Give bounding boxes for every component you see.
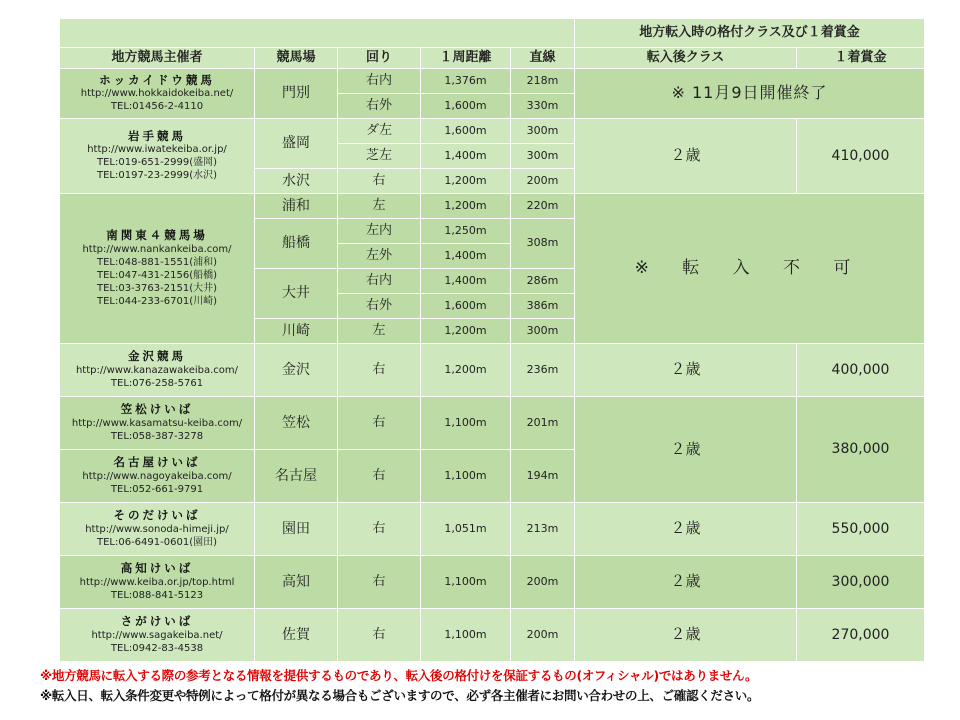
nankan-no-transfer-note: ※ 転 入 不 可 [575, 194, 925, 344]
hokkaido-closed-note: ※ 11月9日開催終了 [575, 69, 925, 119]
turn-cell: ダ左 [338, 119, 421, 144]
straight-cell: 213m [511, 503, 575, 556]
turn-cell: 右 [338, 609, 421, 662]
transfer-title: 地方転入時の格付クラス及び１着賞金 [575, 19, 925, 48]
organizer-name: 南関東４競馬場 [106, 228, 208, 243]
organizer-url: http://www.sagakeiba.net/ [91, 629, 223, 641]
turn-cell: 右 [338, 344, 421, 397]
organizer-tel: TEL:052-661-9791 [110, 483, 204, 495]
transfer-class-table [59, 18, 925, 662]
straight-cell: 200m [511, 169, 575, 194]
organizer-url: http://www.nankankeiba.com/ [82, 243, 232, 255]
organizer-tel: TEL:048-881-1551(浦和) [96, 256, 217, 268]
turn-cell: 左 [338, 319, 421, 344]
organizer-name: 高知けいば [120, 561, 194, 576]
organizer-url: http://www.hokkaidokeiba.net/ [80, 88, 234, 100]
turn-cell: 芝左 [338, 144, 421, 169]
organizer-tel: TEL:06-6491-0601(園田) [96, 536, 217, 548]
distance-cell: 1,100m [421, 556, 511, 609]
organizer-name: ホッカイドウ競馬 [99, 72, 215, 87]
turn-cell: 右内 [338, 269, 421, 294]
straight-cell: 200m [511, 609, 575, 662]
straight-cell: 330m [511, 94, 575, 119]
distance-cell: 1,051m [421, 503, 511, 556]
distance-cell: 1,250m [421, 219, 511, 244]
turn-cell: 右外 [338, 294, 421, 319]
organizer-iwate [60, 119, 255, 194]
organizer-tel: TEL:044-233-6701(川崎) [96, 295, 217, 307]
organizer-name: 笠松けいば [120, 402, 194, 417]
straight-cell: 194m [511, 450, 575, 503]
distance-cell: 1,600m [421, 294, 511, 319]
track-kawasaki: 川崎 [255, 319, 338, 344]
col-distance-header: １周距離 [421, 48, 511, 69]
organizer-kochi [60, 556, 255, 609]
organizer-tel: TEL:088-841-5123 [110, 589, 204, 601]
organizer-kasamatsu [60, 397, 255, 450]
sonoda-class: ２歳 [575, 503, 797, 556]
distance-cell: 1,600m [421, 94, 511, 119]
saga-prize: 270,000 [797, 609, 925, 662]
col-organizer-header: 地方競馬主催者 [60, 48, 255, 69]
straight-cell: 308m [511, 219, 575, 269]
organizer-tel: TEL:0942-83-4538 [110, 642, 204, 654]
straight-cell: 200m [511, 556, 575, 609]
distance-cell: 1,200m [421, 344, 511, 397]
organizer-url: http://www.kasamatsu-keiba.com/ [71, 417, 243, 429]
col-straight-header: 直線 [511, 48, 575, 69]
organizer-saga [60, 609, 255, 662]
iwate-prize: 410,000 [797, 119, 925, 194]
kanazawa-prize: 400,000 [797, 344, 925, 397]
track-funabashi: 船橋 [255, 219, 338, 269]
organizer-tel: TEL:01456-2-4110 [110, 101, 204, 113]
iwate-class: ２歳 [575, 119, 797, 194]
turn-cell: 右内 [338, 69, 421, 94]
distance-cell: 1,100m [421, 450, 511, 503]
straight-cell: 300m [511, 119, 575, 144]
saga-class: ２歳 [575, 609, 797, 662]
organizer-name: さがけいば [120, 614, 194, 629]
organizer-name: 金沢競馬 [128, 349, 186, 364]
organizer-name: 名古屋けいば [113, 455, 201, 470]
track-mizusawa: 水沢 [255, 169, 338, 194]
organizer-name: 岩手競馬 [128, 128, 186, 143]
track-kochi: 高知 [255, 556, 338, 609]
organizer-minami-kanto [60, 194, 255, 344]
col-prize-header: １着賞金 [797, 48, 925, 69]
organizer-url: http://www.keiba.or.jp/top.html [79, 576, 235, 588]
turn-cell: 右外 [338, 94, 421, 119]
turn-cell: 右 [338, 397, 421, 450]
organizer-tel: TEL:019-651-2999(盛岡) [96, 157, 217, 169]
disclaimer-note: ※地方競馬に転入する際の参考となる情報を提供するものであり、転入後の格付けを保証するもの(オフィシャル)ではありません。 [40, 668, 758, 683]
track-monbetsu: 門別 [255, 69, 338, 119]
contact-note: ※転入日、転入条件変更や特例によって格付が異なる場合もございますので、必ず各主催者にお問い合わせの上、ご確認ください。 [40, 688, 760, 703]
organizer-tel: TEL:047-431-2156(船橋) [96, 269, 217, 281]
track-saga: 佐賀 [255, 609, 338, 662]
track-kasamatsu: 笠松 [255, 397, 338, 450]
track-oi: 大井 [255, 269, 338, 319]
distance-cell: 1,400m [421, 269, 511, 294]
track-morioka: 盛岡 [255, 119, 338, 169]
distance-cell: 1,376m [421, 69, 511, 94]
straight-cell: 300m [511, 319, 575, 344]
straight-cell: 386m [511, 294, 575, 319]
distance-cell: 1,400m [421, 244, 511, 269]
organizer-url: http://www.nagoyakeiba.com/ [82, 470, 232, 482]
organizer-tel: TEL:058-387-3278 [110, 430, 204, 442]
straight-cell: 201m [511, 397, 575, 450]
turn-cell: 左 [338, 194, 421, 219]
track-urawa: 浦和 [255, 194, 338, 219]
distance-cell: 1,100m [421, 397, 511, 450]
turn-cell: 右 [338, 503, 421, 556]
organizer-hokkaido [60, 69, 255, 119]
organizer-nagoya [60, 450, 255, 503]
kochi-prize: 300,000 [797, 556, 925, 609]
straight-cell: 236m [511, 344, 575, 397]
distance-cell: 1,200m [421, 169, 511, 194]
organizer-kanazawa [60, 344, 255, 397]
organizer-url: http://www.sonoda-himeji.jp/ [85, 523, 229, 535]
col-track-header: 競馬場 [255, 48, 338, 69]
kanazawa-class: ２歳 [575, 344, 797, 397]
kochi-class: ２歳 [575, 556, 797, 609]
organizer-tel: TEL:0197-23-2999(水沢) [96, 170, 217, 182]
tokai-class: ２歳 [575, 397, 797, 503]
distance-cell: 1,400m [421, 144, 511, 169]
distance-cell: 1,200m [421, 319, 511, 344]
footnotes [40, 666, 940, 706]
col-turn-header: 回り [338, 48, 421, 69]
organizer-url: http://www.kanazawakeiba.com/ [75, 364, 239, 376]
tokai-prize: 380,000 [797, 397, 925, 503]
straight-cell: 220m [511, 194, 575, 219]
organizer-url: http://www.iwatekeiba.or.jp/ [87, 144, 227, 156]
distance-cell: 1,600m [421, 119, 511, 144]
distance-cell: 1,100m [421, 609, 511, 662]
turn-cell: 右 [338, 556, 421, 609]
organizer-sonoda [60, 503, 255, 556]
track-nagoya: 名古屋 [255, 450, 338, 503]
track-kanazawa: 金沢 [255, 344, 338, 397]
turn-cell: 左内 [338, 219, 421, 244]
distance-cell: 1,200m [421, 194, 511, 219]
organizer-name: そのだけいば [113, 508, 201, 523]
organizer-tel: TEL:03-3763-2151(大井) [96, 282, 217, 294]
straight-cell: 300m [511, 144, 575, 169]
turn-cell: 右 [338, 169, 421, 194]
straight-cell: 218m [511, 69, 575, 94]
turn-cell: 右 [338, 450, 421, 503]
turn-cell: 左外 [338, 244, 421, 269]
sonoda-prize: 550,000 [797, 503, 925, 556]
col-class-header: 転入後クラス [575, 48, 797, 69]
title-spacer-cell [60, 19, 575, 48]
organizer-tel: TEL:076-258-5761 [110, 377, 204, 389]
straight-cell: 286m [511, 269, 575, 294]
track-sonoda: 園田 [255, 503, 338, 556]
